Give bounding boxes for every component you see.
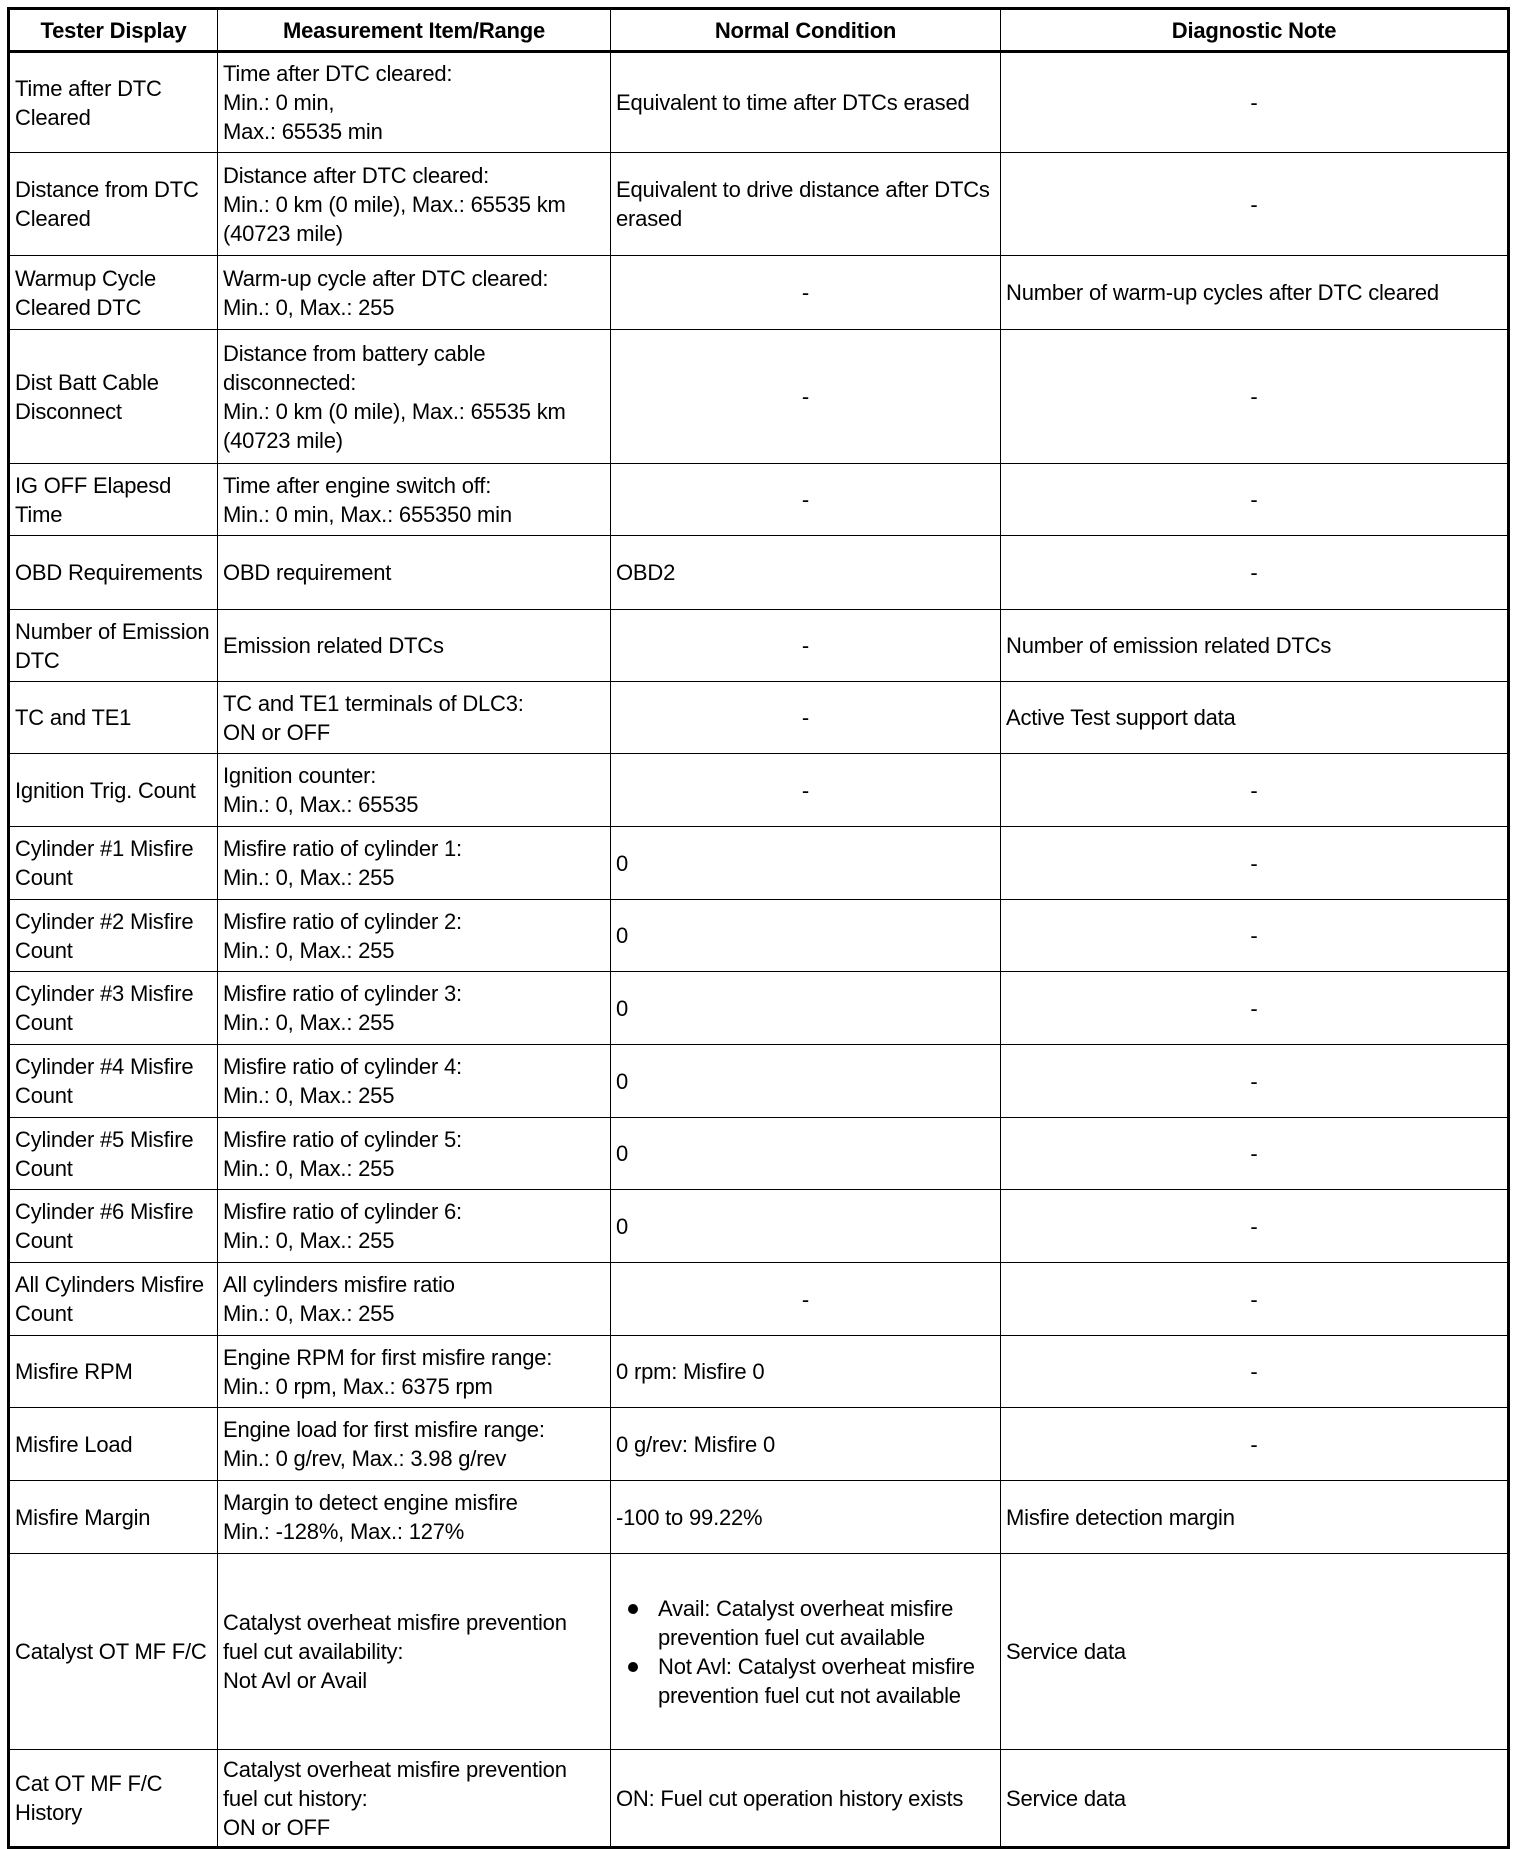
bullet-list: [616, 1594, 995, 1710]
table-row: [9, 52, 1509, 153]
diagnostic-note-cell: -: [1001, 1190, 1509, 1263]
normal-condition-cell: -: [611, 1263, 1001, 1336]
diagnostic-note-cell: -: [1001, 1118, 1509, 1190]
diagnostic-note-cell: -: [1001, 1045, 1509, 1118]
normal-condition-cell: Equivalent to time after DTCs erased: [611, 52, 1001, 153]
range-line: Misfire ratio of cylinder 4:: [223, 1054, 462, 1079]
measurement-range-cell: [218, 1118, 611, 1190]
table-row: [9, 1554, 1509, 1750]
tester-display-cell: Warmup Cycle Cleared DTC: [9, 256, 218, 330]
range-line: Min.: 0, Max.: 255: [223, 937, 395, 963]
table-row: [9, 256, 1509, 330]
table-row: [9, 464, 1509, 536]
table-row: [9, 682, 1509, 754]
normal-condition-cell: Equivalent to drive distance after DTCs erased: [611, 153, 1001, 256]
table-row: [9, 754, 1509, 827]
range-line: Min.: 0, Max.: 255: [223, 1010, 395, 1035]
table-row: [9, 972, 1509, 1045]
diagnostic-note-cell: -: [1001, 1263, 1509, 1336]
tester-display-cell: Cylinder #6 Misfire Count: [9, 1190, 218, 1263]
normal-condition-cell: [611, 1554, 1001, 1750]
measurement-range-cell: [218, 827, 611, 900]
measurement-range-cell: [218, 972, 611, 1045]
tester-display-cell: Cylinder #3 Misfire Count: [9, 972, 218, 1045]
bullet-item: Not Avl: Catalyst overheat misfire prevention fuel cut not available: [658, 1652, 995, 1710]
measurement-range-cell: [218, 900, 611, 972]
range-line: Min.: 0, Max.: 65535: [223, 792, 419, 817]
normal-condition-cell: -: [611, 682, 1001, 754]
column-header: Tester Display: [9, 9, 218, 52]
range-line: Misfire ratio of cylinder 3:: [223, 981, 462, 1006]
diagnostic-note-cell: -: [1001, 330, 1509, 464]
measurement-range-cell: [218, 330, 611, 464]
tester-display-cell: Cylinder #2 Misfire Count: [9, 900, 218, 972]
range-line: Catalyst overheat misfire prevention fuel cut availability:: [223, 1610, 567, 1664]
diagnostic-note-cell: Service data: [1001, 1554, 1509, 1750]
range-line: Min.: 0 km (0 mile), Max.: 65535 km (40723 mile): [223, 191, 566, 246]
table-row: [9, 610, 1509, 682]
diagnostic-note-cell: -: [1001, 536, 1509, 610]
range-line: OBD requirement: [223, 560, 392, 585]
normal-condition-cell: 0: [611, 972, 1001, 1045]
table-row: [9, 1750, 1509, 1848]
range-line: Min.: 0, Max.: 255: [223, 865, 395, 890]
range-line: Engine load for first misfire range:: [223, 1417, 545, 1442]
diagnostic-note-cell: -: [1001, 900, 1509, 972]
normal-condition-cell: -100 to 99.22%: [611, 1481, 1001, 1554]
diagnostic-note-cell: -: [1001, 1336, 1509, 1408]
range-line: ON or OFF: [223, 1814, 330, 1840]
range-line: Distance after DTC cleared:: [223, 162, 490, 188]
range-line: Min.: 0 min, Max.: 655350 min: [223, 501, 512, 527]
tester-display-cell: Misfire Margin: [9, 1481, 218, 1554]
normal-condition-cell: 0: [611, 1118, 1001, 1190]
range-line: Misfire ratio of cylinder 5:: [223, 1126, 462, 1152]
tester-display-cell: Misfire RPM: [9, 1336, 218, 1408]
range-line: Min.: 0 rpm, Max.: 6375 rpm: [223, 1373, 493, 1399]
table-row: [9, 1118, 1509, 1190]
tester-display-cell: Ignition Trig. Count: [9, 754, 218, 827]
range-line: Min.: 0, Max.: 255: [223, 1155, 395, 1181]
measurement-range-cell: [218, 1045, 611, 1118]
normal-condition-cell: ON: Fuel cut operation history exists: [611, 1750, 1001, 1848]
diagnostic-note-cell: -: [1001, 754, 1509, 827]
bullet-item: Avail: Catalyst overheat misfire prevention fuel cut available: [658, 1594, 995, 1652]
range-line: Min.: 0 km (0 mile), Max.: 65535 km (40723 mile): [223, 398, 566, 453]
measurement-range-cell: [218, 610, 611, 682]
range-line: Time after DTC cleared:: [223, 61, 453, 86]
range-line: Emission related DTCs: [223, 633, 444, 658]
table-row: [9, 827, 1509, 900]
measurement-range-cell: [218, 52, 611, 153]
tester-display-cell: Distance from DTC Cleared: [9, 153, 218, 256]
range-line: Min.: -128%, Max.: 127%: [223, 1519, 465, 1544]
range-line: Distance from battery cable disconnected:: [223, 340, 486, 395]
normal-condition-cell: OBD2: [611, 536, 1001, 610]
tester-display-cell: IG OFF Elapesd Time: [9, 464, 218, 536]
diagnostic-note-cell: -: [1001, 153, 1509, 256]
table-row: [9, 1408, 1509, 1481]
range-line: Ignition counter:: [223, 763, 377, 788]
measurement-range-cell: [218, 464, 611, 536]
tester-display-cell: Number of Emission DTC: [9, 610, 218, 682]
diagnostic-note-cell: -: [1001, 52, 1509, 153]
tester-display-cell: TC and TE1: [9, 682, 218, 754]
table-row: [9, 1336, 1509, 1408]
table-row: [9, 330, 1509, 464]
diagnostic-note-cell: Active Test support data: [1001, 682, 1509, 754]
range-line: ON or OFF: [223, 719, 330, 745]
diagnostic-note-cell: Number of warm-up cycles after DTC cleared: [1001, 256, 1509, 330]
range-line: Warm-up cycle after DTC cleared:: [223, 265, 549, 291]
table-row: [9, 900, 1509, 972]
diagnostic-note-cell: Service data: [1001, 1750, 1509, 1848]
measurement-range-cell: [218, 153, 611, 256]
measurement-range-cell: [218, 1481, 611, 1554]
measurement-range-cell: [218, 1190, 611, 1263]
normal-condition-cell: 0: [611, 1190, 1001, 1263]
table-row: [9, 1045, 1509, 1118]
tester-display-cell: Cat OT MF F/C History: [9, 1750, 218, 1848]
normal-condition-cell: -: [611, 754, 1001, 827]
diagnostic-note-cell: Number of emission related DTCs: [1001, 610, 1509, 682]
tester-display-cell: Misfire Load: [9, 1408, 218, 1481]
normal-condition-cell: -: [611, 464, 1001, 536]
range-line: Not Avl or Avail: [223, 1668, 367, 1693]
diagnostic-note-cell: Misfire detection margin: [1001, 1481, 1509, 1554]
measurement-range-cell: [218, 1554, 611, 1750]
range-line: Min.: 0, Max.: 255: [223, 1228, 395, 1253]
range-line: Catalyst overheat misfire prevention fuel cut history:: [223, 1756, 567, 1811]
range-line: Misfire ratio of cylinder 2:: [223, 908, 462, 934]
measurement-range-cell: [218, 536, 611, 610]
diagnostic-note-cell: -: [1001, 827, 1509, 900]
tester-display-cell: Cylinder #1 Misfire Count: [9, 827, 218, 900]
range-line: All cylinders misfire ratio: [223, 1272, 455, 1297]
table-row: [9, 153, 1509, 256]
tester-display-cell: Time after DTC Cleared: [9, 52, 218, 153]
normal-condition-cell: 0: [611, 827, 1001, 900]
normal-condition-cell: 0: [611, 900, 1001, 972]
range-line: Min.: 0, Max.: 255: [223, 294, 395, 320]
tester-display-cell: Cylinder #5 Misfire Count: [9, 1118, 218, 1190]
tester-display-cell: Dist Batt Cable Disconnect: [9, 330, 218, 464]
range-line: Misfire ratio of cylinder 6:: [223, 1199, 462, 1224]
range-line: Min.: 0, Max.: 255: [223, 1083, 395, 1108]
diagnostic-note-cell: -: [1001, 1408, 1509, 1481]
range-line: Time after engine switch off:: [223, 472, 492, 498]
range-line: Max.: 65535 min: [223, 119, 383, 144]
table-row: [9, 536, 1509, 610]
normal-condition-cell: 0 g/rev: Misfire 0: [611, 1408, 1001, 1481]
measurement-range-cell: [218, 682, 611, 754]
normal-condition-cell: -: [611, 256, 1001, 330]
measurement-range-cell: [218, 1408, 611, 1481]
data-list-table: [7, 7, 1510, 1849]
diagnostic-note-cell: -: [1001, 464, 1509, 536]
diagnostic-note-cell: -: [1001, 972, 1509, 1045]
tester-display-cell: OBD Requirements: [9, 536, 218, 610]
table-row: [9, 1190, 1509, 1263]
table-header-row: [9, 9, 1509, 52]
table-row: [9, 1481, 1509, 1554]
column-header: Measurement Item/Range: [218, 9, 611, 52]
measurement-range-cell: [218, 754, 611, 827]
range-line: Misfire ratio of cylinder 1:: [223, 836, 462, 861]
normal-condition-cell: -: [611, 610, 1001, 682]
range-line: Min.: 0 min,: [223, 90, 335, 115]
normal-condition-cell: 0 rpm: Misfire 0: [611, 1336, 1001, 1408]
measurement-range-cell: [218, 1336, 611, 1408]
measurement-range-cell: [218, 1750, 611, 1848]
range-line: Margin to detect engine misfire: [223, 1490, 518, 1515]
range-line: Min.: 0 g/rev, Max.: 3.98 g/rev: [223, 1446, 507, 1471]
normal-condition-cell: 0: [611, 1045, 1001, 1118]
tester-display-cell: Cylinder #4 Misfire Count: [9, 1045, 218, 1118]
range-line: TC and TE1 terminals of DLC3:: [223, 690, 524, 716]
normal-condition-cell: -: [611, 330, 1001, 464]
column-header: Normal Condition: [611, 9, 1001, 52]
measurement-range-cell: [218, 256, 611, 330]
range-line: Min.: 0, Max.: 255: [223, 1301, 395, 1326]
tester-display-cell: Catalyst OT MF F/C: [9, 1554, 218, 1750]
tester-display-cell: All Cylinders Misfire Count: [9, 1263, 218, 1336]
table-row: [9, 1263, 1509, 1336]
measurement-range-cell: [218, 1263, 611, 1336]
column-header: Diagnostic Note: [1001, 9, 1509, 52]
range-line: Engine RPM for first misfire range:: [223, 1344, 553, 1370]
